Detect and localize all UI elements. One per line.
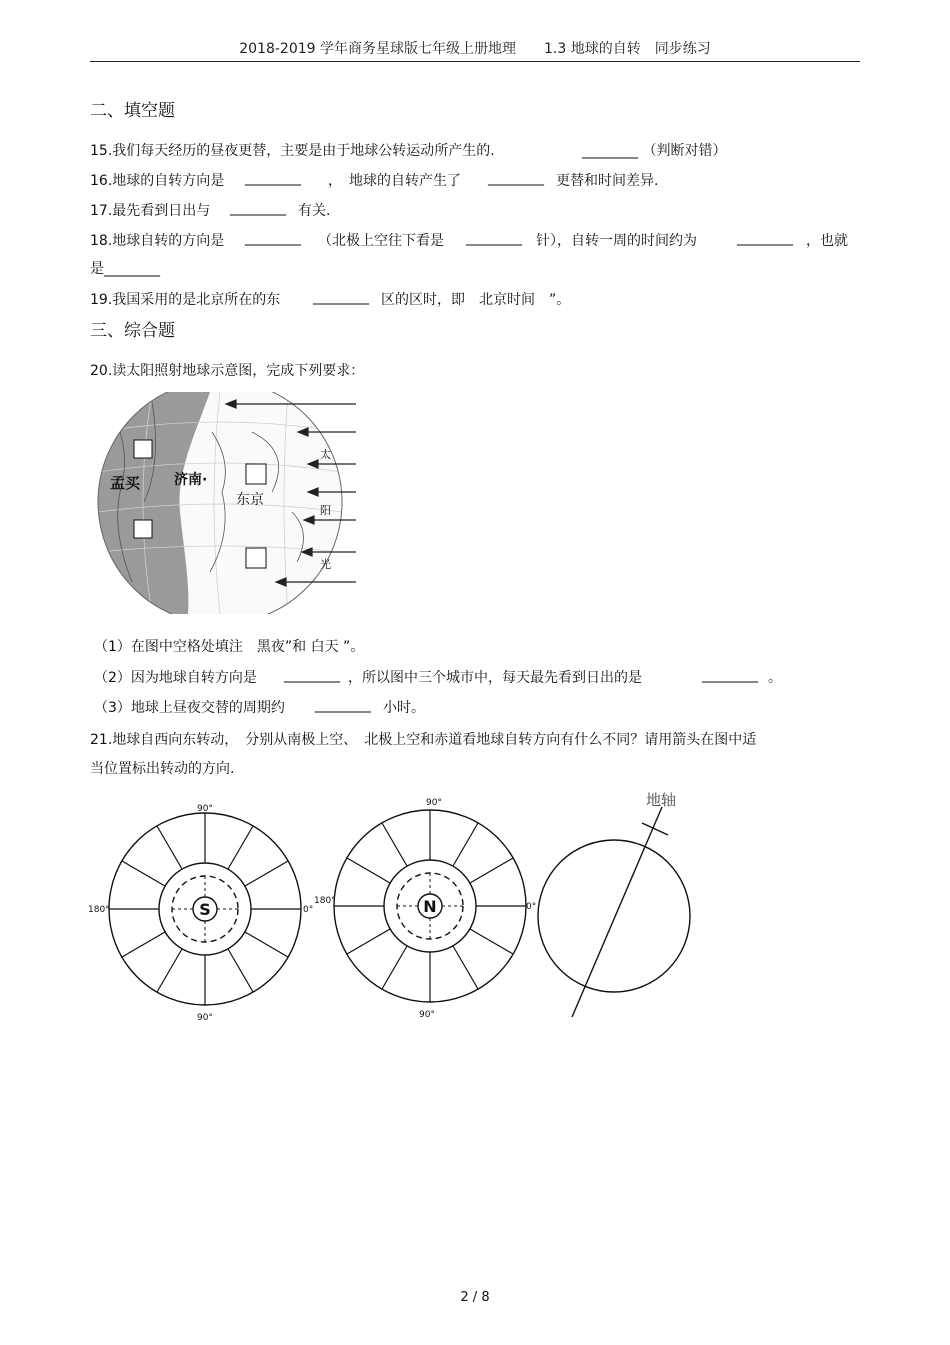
north-label-left: 180° — [314, 896, 336, 906]
south-label-left: 180° — [88, 905, 110, 915]
q18-blank-4: ________ — [104, 261, 160, 277]
earth-axis-line — [572, 807, 662, 1017]
section-3-title: 三、综合题 — [90, 321, 175, 341]
q20-sub-1: （1）在图中空格处填注 黑夜”和 白天 ”。 — [94, 639, 365, 655]
q20-sub2-blank-2: ________ — [702, 667, 758, 683]
blank-box-1 — [134, 440, 152, 458]
q15-blank: ________ — [582, 143, 638, 159]
q18-part4: ，也就 — [806, 233, 848, 249]
blank-box-3 — [134, 520, 152, 538]
q18-part3: 针），自转一周的时间约为 — [536, 233, 697, 249]
question-17: 17.最先看到日出与 — [90, 203, 211, 219]
question-21-line-1: 21.地球自西向东转动， 分别从南极上空、 北极上空和赤道看地球自转方向有什么不同？请用箭头在图中适 — [90, 732, 757, 748]
question-15 — [90, 140, 495, 160]
header-rule — [90, 61, 860, 62]
q15-suffix: （判断对错） — [642, 143, 727, 159]
q18-blank-2: ________ — [466, 230, 522, 246]
q16-blank-1: ________ — [245, 170, 301, 186]
axis-label: 地轴 — [646, 791, 677, 809]
q15-answer — [582, 140, 726, 160]
city-jinan: 济南· — [174, 472, 208, 488]
question-16: 16.地球的自转方向是 — [90, 173, 225, 189]
blank-box-2 — [246, 464, 266, 484]
sun-label-2: 阳 — [320, 504, 331, 517]
q20-sub3-end: 小时。 — [383, 700, 425, 716]
earth-globe — [92, 392, 362, 614]
question-18: 18.地球自转的方向是 — [90, 233, 225, 249]
north-label-top: 90° — [426, 798, 442, 808]
city-tokyo: 东京 — [236, 492, 264, 508]
q20-sub2-blank-1: ________ — [284, 667, 340, 683]
earth-axis-diagram — [530, 785, 700, 1020]
south-pole-label: S — [199, 900, 211, 919]
q19-blank: ________ — [313, 289, 369, 305]
sun-label-3: 光 — [320, 558, 331, 571]
q18-line2-prefix: 是 — [90, 261, 104, 277]
q18-part2: （北极上空往下看是 — [318, 233, 444, 249]
south-label-bottom: 90° — [197, 1013, 213, 1023]
q16-mid: ， 地球的自转产生了 — [328, 173, 461, 189]
q20-sub-2: （2）因为地球自转方向是 — [94, 670, 257, 686]
page-number: 2 / 8 — [460, 1290, 490, 1305]
question-19: 19.我国采用的是北京所在的东 — [90, 292, 281, 308]
q18-blank-3: ________ — [737, 230, 793, 246]
section-2-title: 二、填空题 — [90, 101, 175, 121]
q17-tail: 有关. — [298, 203, 331, 219]
q18-blank-1: ________ — [245, 230, 301, 246]
north-label-right: 0° — [526, 902, 537, 912]
question-21-line-2: 当位置标出转动的方向. — [90, 761, 235, 777]
q20-sub2-mid: ，所以图中三个城市中，每天最先看到日出的是 — [348, 670, 642, 686]
sun-label-1: 太 — [320, 448, 331, 461]
q20-sub-3: （3）地球上昼夜交替的周期约 — [94, 700, 285, 716]
sunlight-earth-figure — [92, 392, 362, 614]
blank-box-4 — [246, 548, 266, 568]
q16-tail: 更替和时间差异. — [556, 173, 659, 189]
question-20: 20.读太阳照射地球示意图，完成下列要求： — [90, 363, 365, 379]
north-pole-label: N — [423, 897, 437, 916]
q15-text: 15.我们每天经历的昼夜更替，主要是由于地球公转运动所产生的. — [90, 143, 495, 159]
q16-blank-2: ________ — [488, 170, 544, 186]
q20-sub3-blank: ________ — [315, 697, 371, 713]
north-pole-diagram — [314, 795, 546, 1025]
page-header: 2018-2019 学年商务星球版七年级上册地理 1.3 地球的自转 同步练习 — [239, 41, 711, 57]
q18-line2 — [90, 258, 160, 278]
south-label-right: 0° — [303, 905, 314, 915]
q17-blank: ________ — [230, 200, 286, 216]
q19-tail: 区的区时，即 北京时间 ”。 — [381, 292, 571, 308]
south-label-top: 90° — [197, 804, 213, 814]
south-pole-diagram — [88, 800, 318, 1025]
city-mumbai: 孟买 — [110, 474, 141, 492]
q20-sub2-end: 。 — [768, 670, 782, 686]
north-label-bottom: 90° — [419, 1010, 435, 1020]
